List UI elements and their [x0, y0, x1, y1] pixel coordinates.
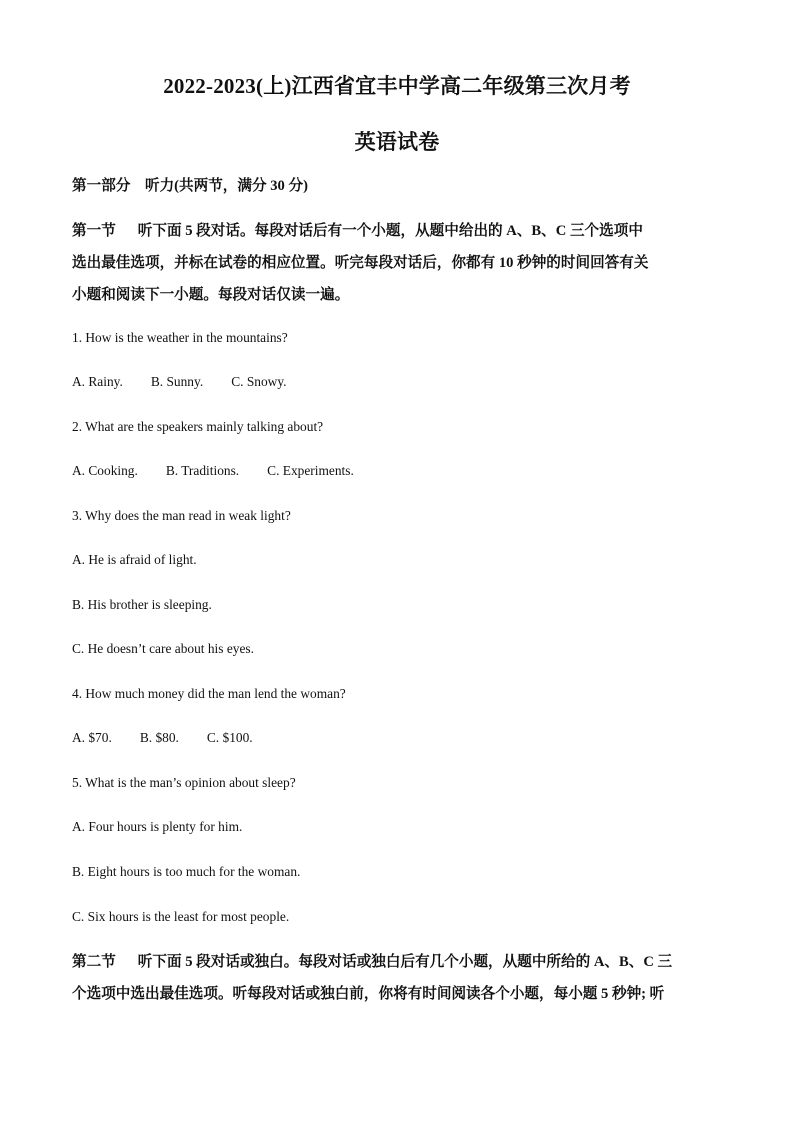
question-4-option-b: B. $80. — [139, 730, 179, 745]
question-2: 2. What are the speakers mainly talking about? — [72, 419, 324, 434]
exam-title: 2022-2023(上)江西省宜丰中学高二年级第三次月考 — [163, 74, 631, 98]
question-5-option-b: B. Eight hours is too much for the woman. — [72, 864, 301, 879]
section1-instruction-text1: 听下面 5 段对话。每段对话后有一个小题，从题中给出的 A、B、C 三个选项中 — [137, 223, 643, 239]
question-2-option-a: A. Cooking. — [72, 463, 138, 478]
section1-instruction-line1 — [72, 221, 643, 241]
question-3: 3. Why does the man read in weak light? — [72, 508, 291, 523]
question-1-option-b: B. Sunny. — [150, 374, 204, 389]
question-4-option-c: C. $100. — [206, 730, 253, 745]
section2-label: 第二节 — [72, 954, 116, 970]
exam-subtitle: 英语试卷 — [354, 130, 440, 154]
section2-instruction-line1 — [72, 952, 672, 972]
question-3-option-a: A. He is afraid of light. — [72, 552, 197, 567]
question-4: 4. How much money did the man lend the woman? — [72, 686, 346, 701]
question-1-option-a: A. Rainy. — [72, 374, 123, 389]
question-1-options — [72, 372, 287, 392]
question-2-option-b: B. Traditions. — [165, 463, 240, 478]
section1-instruction-line2: 选出最佳选项，并标在试卷的相应位置。听完每段对话后，你都有 10 秒钟的时间回答有关 — [72, 255, 649, 271]
question-1-option-c: C. Snowy. — [231, 374, 287, 389]
part1-heading: 第一部分 听力(共两节，满分 30 分) — [72, 178, 308, 194]
section2-instruction-line2: 个选项中选出最佳选项。听每段对话或独白前，你将有时间阅读各个小题，每小题 5 秒钟; 听 — [72, 986, 665, 1002]
question-2-option-c: C. Experiments. — [267, 463, 354, 478]
question-2-options — [72, 461, 354, 481]
question-5: 5. What is the man’s opinion about sleep? — [72, 775, 296, 790]
question-5-option-c: C. Six hours is the least for most people. — [72, 909, 290, 924]
question-4-option-a: A. $70. — [72, 730, 112, 745]
section1-label: 第一节 — [72, 223, 116, 239]
question-4-options — [72, 728, 253, 748]
section1-instruction-line3: 小题和阅读下一小题。每段对话仅读一遍。 — [72, 287, 350, 303]
question-3-option-b: B. His brother is sleeping. — [72, 597, 212, 612]
question-3-option-c: C. He doesn’t care about his eyes. — [72, 641, 254, 656]
section2-instruction-text1: 听下面 5 段对话或独白。每段对话或独白后有几个小题，从题中所给的 A、B、C 三 — [137, 954, 673, 970]
question-1: 1. How is the weather in the mountains? — [72, 330, 288, 345]
question-5-option-a: A. Four hours is plenty for him. — [72, 819, 243, 834]
